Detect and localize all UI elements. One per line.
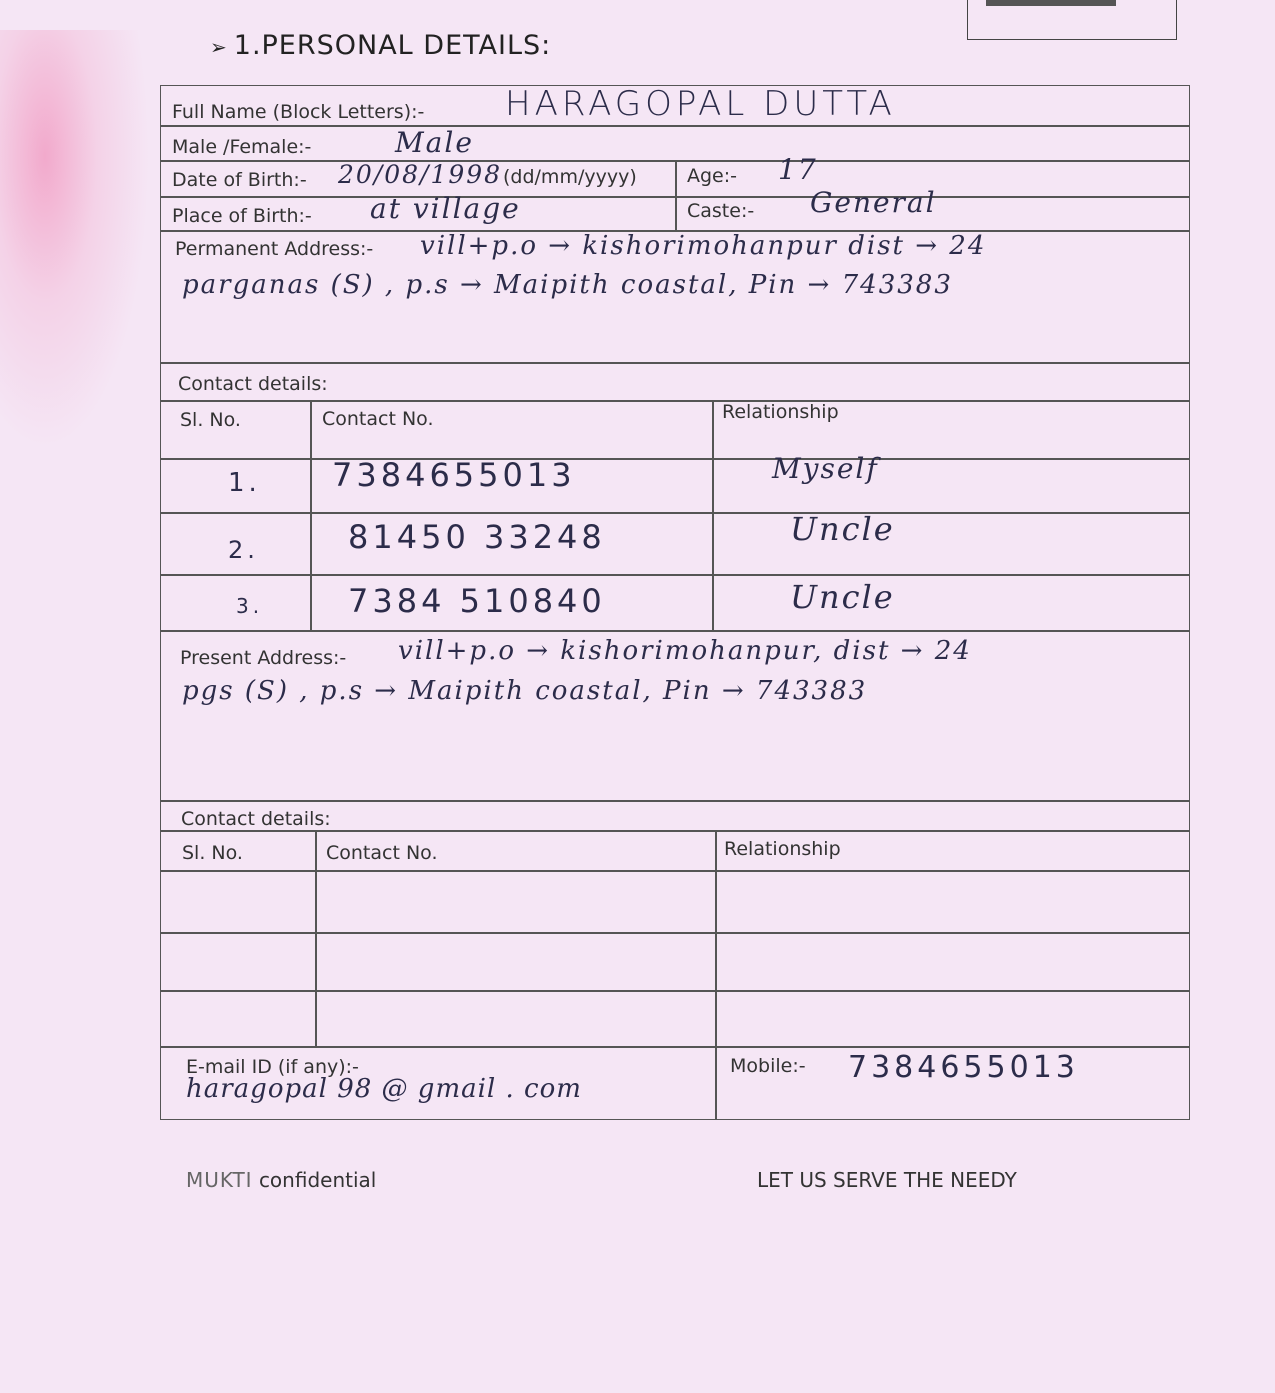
dob-value: 20/08/1998 bbox=[338, 160, 503, 189]
contact-row-number: 7384 510840 bbox=[348, 582, 606, 620]
row-divider bbox=[160, 800, 1190, 802]
footer-confidential: confidential bbox=[258, 1168, 377, 1192]
column-divider bbox=[675, 160, 677, 230]
column-divider bbox=[712, 400, 714, 630]
place-of-birth-label: Place of Birth:- bbox=[172, 205, 312, 227]
permanent-address-line2: parganas (S) , p.s → Maipith coastal, Pin → 743383 bbox=[182, 270, 953, 300]
section-heading bbox=[210, 30, 551, 61]
mobile-value: 7384655013 bbox=[848, 1050, 1079, 1085]
contact-row-number: 81450 33248 bbox=[348, 518, 606, 556]
column-header-contact-no: Contact No. bbox=[326, 842, 438, 864]
caste-value: General bbox=[810, 186, 937, 219]
row-divider bbox=[160, 458, 1190, 460]
present-address-line2: pgs (S) , p.s → Maipith coastal, Pin → 743383 bbox=[182, 676, 868, 706]
contact-row-sl: 3. bbox=[236, 594, 264, 618]
contact-details-title: Contact details: bbox=[181, 808, 331, 830]
place-of-birth-value: at village bbox=[370, 192, 521, 225]
contact-row-relation: Myself bbox=[772, 452, 879, 485]
footer-left bbox=[186, 1168, 376, 1192]
column-header-sl-no: Sl. No. bbox=[180, 409, 241, 431]
full-name-label: Full Name (Block Letters):- bbox=[172, 101, 425, 123]
contact-row-relation: Uncle bbox=[790, 578, 895, 616]
dob-label: Date of Birth:- bbox=[172, 169, 307, 191]
email-value: haragopal 98 @ gmail . com bbox=[186, 1074, 582, 1104]
contact-details-title: Contact details: bbox=[178, 373, 328, 395]
photo-strip bbox=[986, 0, 1116, 6]
email-label: E-mail ID (if any):- bbox=[186, 1056, 359, 1078]
column-header-relationship: Relationship bbox=[722, 401, 839, 423]
column-divider bbox=[715, 830, 717, 1120]
permanent-address-label: Permanent Address:- bbox=[175, 238, 374, 260]
column-divider bbox=[315, 830, 317, 1046]
column-divider bbox=[310, 400, 312, 630]
row-divider bbox=[160, 362, 1190, 364]
bullet-arrow-icon: ➢ bbox=[210, 35, 228, 59]
row-divider bbox=[160, 125, 1190, 127]
photo-box bbox=[967, 0, 1177, 40]
row-divider bbox=[160, 1046, 1190, 1048]
row-divider bbox=[160, 400, 1190, 402]
contact-row-number: 7384655013 bbox=[332, 456, 576, 494]
permanent-address-line1: vill+p.o → kishorimohanpur dist → 24 bbox=[420, 231, 987, 261]
full-name-value: HARAGOPAL DUTTA bbox=[505, 84, 896, 124]
column-header-sl-no: Sl. No. bbox=[182, 842, 243, 864]
row-divider bbox=[160, 512, 1190, 514]
footer-brand: MUKTI bbox=[186, 1168, 253, 1192]
column-header-contact-no: Contact No. bbox=[322, 408, 434, 430]
row-divider bbox=[160, 574, 1190, 576]
present-address-label: Present Address:- bbox=[180, 647, 347, 669]
caste-label: Caste:- bbox=[687, 200, 755, 222]
gender-value: Male bbox=[395, 126, 474, 159]
age-value: 17 bbox=[778, 153, 818, 186]
age-label: Age:- bbox=[687, 165, 738, 187]
footer-tagline: LET US SERVE THE NEEDY bbox=[757, 1168, 1017, 1192]
gender-label: Male /Female:- bbox=[172, 136, 312, 158]
ink-stain bbox=[0, 30, 150, 450]
contact-row-relation: Uncle bbox=[790, 510, 895, 548]
row-divider bbox=[160, 630, 1190, 632]
contact-row-sl: 1. bbox=[228, 468, 261, 498]
dob-format: (dd/mm/yyyy) bbox=[503, 166, 637, 188]
mobile-label: Mobile:- bbox=[730, 1055, 806, 1077]
column-header-relationship: Relationship bbox=[724, 838, 841, 860]
contact-row-sl: 2. bbox=[228, 536, 259, 564]
section-title: 1.PERSONAL DETAILS: bbox=[233, 30, 552, 61]
present-address-line1: vill+p.o → kishorimohanpur, dist → 24 bbox=[398, 636, 972, 666]
